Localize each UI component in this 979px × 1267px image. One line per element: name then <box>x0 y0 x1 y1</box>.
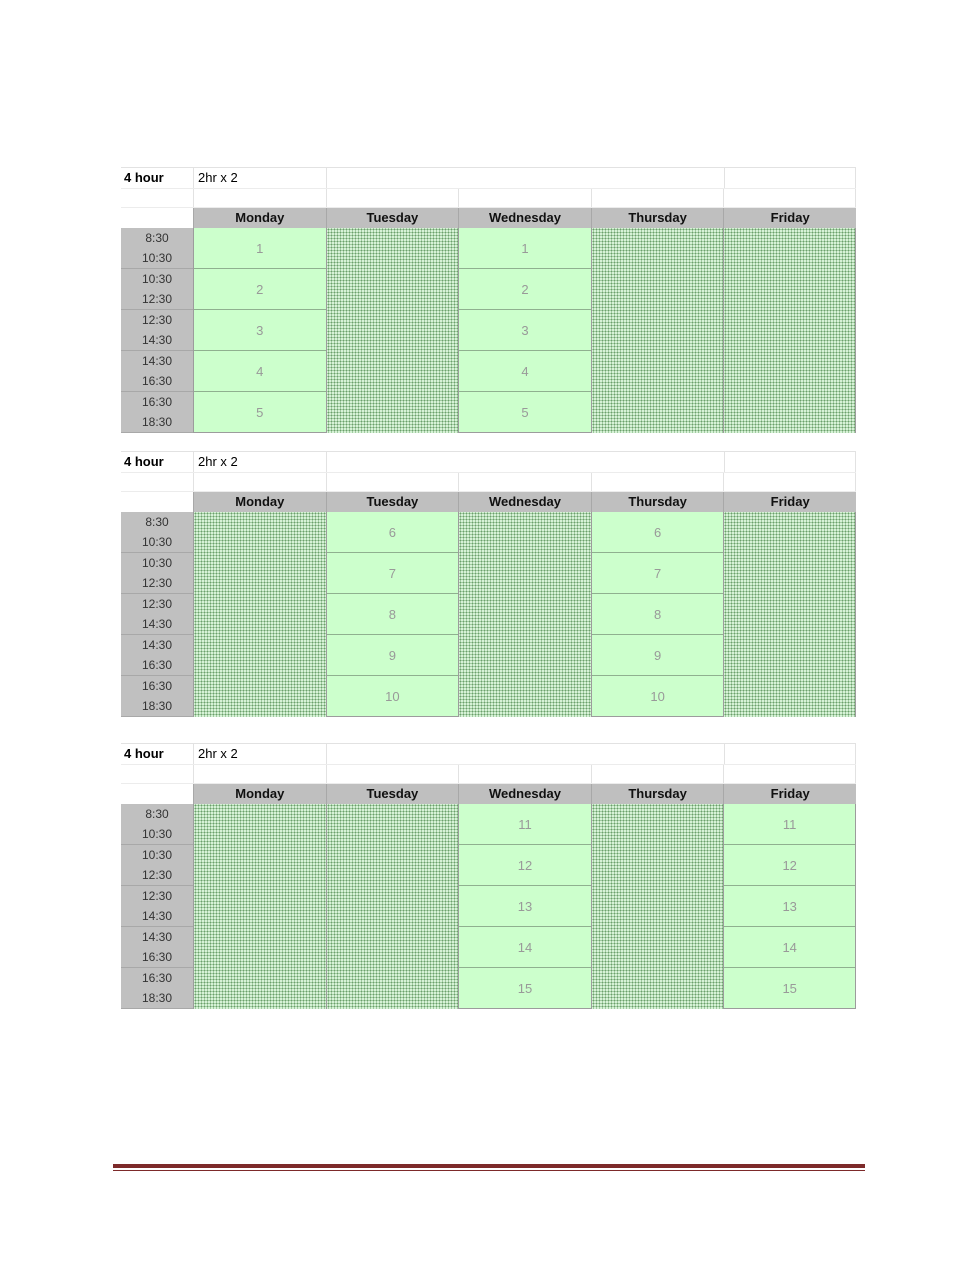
empty-cell <box>723 765 856 783</box>
day-header-wednesday: Wednesday <box>458 208 591 228</box>
start-time: 12:30 <box>141 889 173 903</box>
session-slot[interactable]: 9 <box>592 635 724 676</box>
time-slot <box>121 886 193 927</box>
blocked-day-thursday <box>591 228 724 433</box>
session-slot[interactable]: 5 <box>459 392 591 433</box>
end-time: 12:30 <box>141 292 173 306</box>
session-slot[interactable]: 2 <box>194 269 326 310</box>
day-header-tuesday: Tuesday <box>326 208 459 228</box>
start-time: 16:30 <box>141 971 173 985</box>
empty-cell <box>193 189 326 207</box>
schedule-info-row <box>121 167 856 189</box>
day-header-friday: Friday <box>723 784 856 804</box>
session-slot[interactable]: 4 <box>459 351 591 392</box>
start-time: 10:30 <box>141 556 173 570</box>
blocked-day-friday <box>723 228 856 433</box>
end-time: 16:30 <box>141 658 173 672</box>
day-column-wednesday <box>458 804 591 1009</box>
session-slot[interactable]: 5 <box>194 392 326 433</box>
time-slot <box>121 804 193 845</box>
empty-cell <box>458 189 591 207</box>
time-slot <box>121 553 193 594</box>
start-time: 14:30 <box>141 638 173 652</box>
time-slot <box>121 968 193 1009</box>
start-time: 8:30 <box>145 231 169 245</box>
empty-cell <box>591 473 724 491</box>
schedule-table <box>121 743 856 1009</box>
start-time: 8:30 <box>145 515 169 529</box>
session-slot[interactable]: 3 <box>459 310 591 351</box>
time-slot <box>121 845 193 886</box>
session-slot[interactable]: 4 <box>194 351 326 392</box>
schedule-grid <box>121 228 856 433</box>
time-slot <box>121 676 193 717</box>
blocked-day-monday <box>193 804 326 1009</box>
end-time: 14:30 <box>141 617 173 631</box>
end-time: 14:30 <box>141 333 173 347</box>
empty-cell <box>723 189 856 207</box>
empty-cell <box>326 168 724 188</box>
session-slot[interactable]: 6 <box>592 512 724 553</box>
time-slot <box>121 392 193 433</box>
time-slot <box>121 635 193 676</box>
day-header-monday: Monday <box>193 492 326 512</box>
schedule-grid <box>121 512 856 717</box>
end-time: 16:30 <box>141 950 173 964</box>
empty-cell <box>724 452 856 472</box>
session-slot[interactable]: 13 <box>724 886 855 927</box>
pattern-label: 2hr x 2 <box>193 452 326 472</box>
end-time: 14:30 <box>141 909 173 923</box>
spacer-row <box>121 473 856 492</box>
day-header-row <box>121 784 856 804</box>
empty-cell <box>326 189 459 207</box>
day-header-monday: Monday <box>193 208 326 228</box>
header-corner <box>121 492 193 512</box>
time-column <box>121 804 193 1009</box>
schedule-grid <box>121 804 856 1009</box>
empty-cell <box>121 765 193 783</box>
session-slot[interactable]: 7 <box>592 553 724 594</box>
blocked-day-monday <box>193 512 326 717</box>
start-time: 16:30 <box>141 395 173 409</box>
end-time: 18:30 <box>141 415 173 429</box>
pattern-label: 2hr x 2 <box>193 168 326 188</box>
footer-rule <box>113 1164 865 1168</box>
time-slot <box>121 269 193 310</box>
day-header-wednesday: Wednesday <box>458 784 591 804</box>
end-time: 10:30 <box>141 535 173 549</box>
session-slot[interactable]: 3 <box>194 310 326 351</box>
blocked-day-tuesday <box>326 804 459 1009</box>
session-slot[interactable]: 15 <box>724 968 855 1009</box>
pattern-label: 2hr x 2 <box>193 744 326 764</box>
start-time: 8:30 <box>145 807 169 821</box>
day-header-thursday: Thursday <box>591 784 724 804</box>
empty-cell <box>326 744 724 764</box>
empty-cell <box>121 189 193 207</box>
start-time: 10:30 <box>141 848 173 862</box>
time-slot <box>121 594 193 635</box>
time-slot <box>121 310 193 351</box>
empty-cell <box>326 452 724 472</box>
time-slot <box>121 228 193 269</box>
day-column-thursday <box>591 512 724 717</box>
start-time: 10:30 <box>141 272 173 286</box>
spacer-row <box>121 189 856 208</box>
session-slot[interactable]: 1 <box>459 228 591 269</box>
day-header-tuesday: Tuesday <box>326 784 459 804</box>
session-slot[interactable]: 10 <box>592 676 724 717</box>
end-time: 12:30 <box>141 576 173 590</box>
blocked-day-thursday <box>591 804 724 1009</box>
day-header-wednesday: Wednesday <box>458 492 591 512</box>
session-slot[interactable]: 15 <box>459 968 591 1009</box>
schedule-info-row <box>121 743 856 765</box>
session-slot[interactable]: 2 <box>459 269 591 310</box>
end-time: 18:30 <box>141 699 173 713</box>
empty-cell <box>458 473 591 491</box>
time-slot <box>121 512 193 553</box>
time-column <box>121 512 193 717</box>
session-slot[interactable]: 6 <box>327 512 459 553</box>
session-slot[interactable]: 8 <box>327 594 459 635</box>
empty-cell <box>458 765 591 783</box>
session-slot[interactable]: 1 <box>194 228 326 269</box>
session-slot[interactable]: 10 <box>327 676 459 717</box>
start-time: 14:30 <box>141 354 173 368</box>
session-slot[interactable]: 14 <box>724 927 855 968</box>
day-column-friday <box>723 804 856 1009</box>
session-slot[interactable]: 11 <box>724 804 855 845</box>
schedule-info-row <box>121 451 856 473</box>
blocked-day-friday <box>723 512 856 717</box>
day-header-tuesday: Tuesday <box>326 492 459 512</box>
session-slot[interactable]: 11 <box>459 804 591 845</box>
duration-label: 4 hour <box>124 454 164 469</box>
day-header-thursday: Thursday <box>591 492 724 512</box>
time-column <box>121 228 193 433</box>
session-slot[interactable]: 13 <box>459 886 591 927</box>
end-time: 10:30 <box>141 251 173 265</box>
empty-cell <box>326 765 459 783</box>
day-header-row <box>121 208 856 228</box>
duration-label: 4 hour <box>124 170 164 185</box>
duration-label: 4 hour <box>124 746 164 761</box>
end-time: 16:30 <box>141 374 173 388</box>
header-corner <box>121 784 193 804</box>
end-time: 10:30 <box>141 827 173 841</box>
day-header-friday: Friday <box>723 492 856 512</box>
empty-cell <box>724 744 856 764</box>
blocked-day-wednesday <box>458 512 591 717</box>
start-time: 14:30 <box>141 930 173 944</box>
empty-cell <box>193 765 326 783</box>
session-slot[interactable]: 9 <box>327 635 459 676</box>
end-time: 18:30 <box>141 991 173 1005</box>
schedule-table <box>121 451 856 717</box>
session-slot[interactable]: 8 <box>592 594 724 635</box>
empty-cell <box>591 189 724 207</box>
end-time: 12:30 <box>141 868 173 882</box>
start-time: 16:30 <box>141 679 173 693</box>
day-column-wednesday <box>458 228 591 433</box>
empty-cell <box>193 473 326 491</box>
empty-cell <box>591 765 724 783</box>
time-slot <box>121 351 193 392</box>
session-slot[interactable]: 14 <box>459 927 591 968</box>
time-slot <box>121 927 193 968</box>
empty-cell <box>326 473 459 491</box>
session-slot[interactable]: 12 <box>459 845 591 886</box>
session-slot[interactable]: 12 <box>724 845 855 886</box>
empty-cell <box>724 168 856 188</box>
footer-rule-thin <box>113 1170 865 1171</box>
spacer-row <box>121 765 856 784</box>
day-column-tuesday <box>326 512 459 717</box>
day-header-thursday: Thursday <box>591 208 724 228</box>
session-slot[interactable]: 7 <box>327 553 459 594</box>
start-time: 12:30 <box>141 313 173 327</box>
day-header-row <box>121 492 856 512</box>
start-time: 12:30 <box>141 597 173 611</box>
empty-cell <box>723 473 856 491</box>
day-column-monday <box>193 228 326 433</box>
day-header-monday: Monday <box>193 784 326 804</box>
day-header-friday: Friday <box>723 208 856 228</box>
empty-cell <box>121 473 193 491</box>
blocked-day-tuesday <box>326 228 459 433</box>
schedule-table <box>121 167 856 433</box>
header-corner <box>121 208 193 228</box>
